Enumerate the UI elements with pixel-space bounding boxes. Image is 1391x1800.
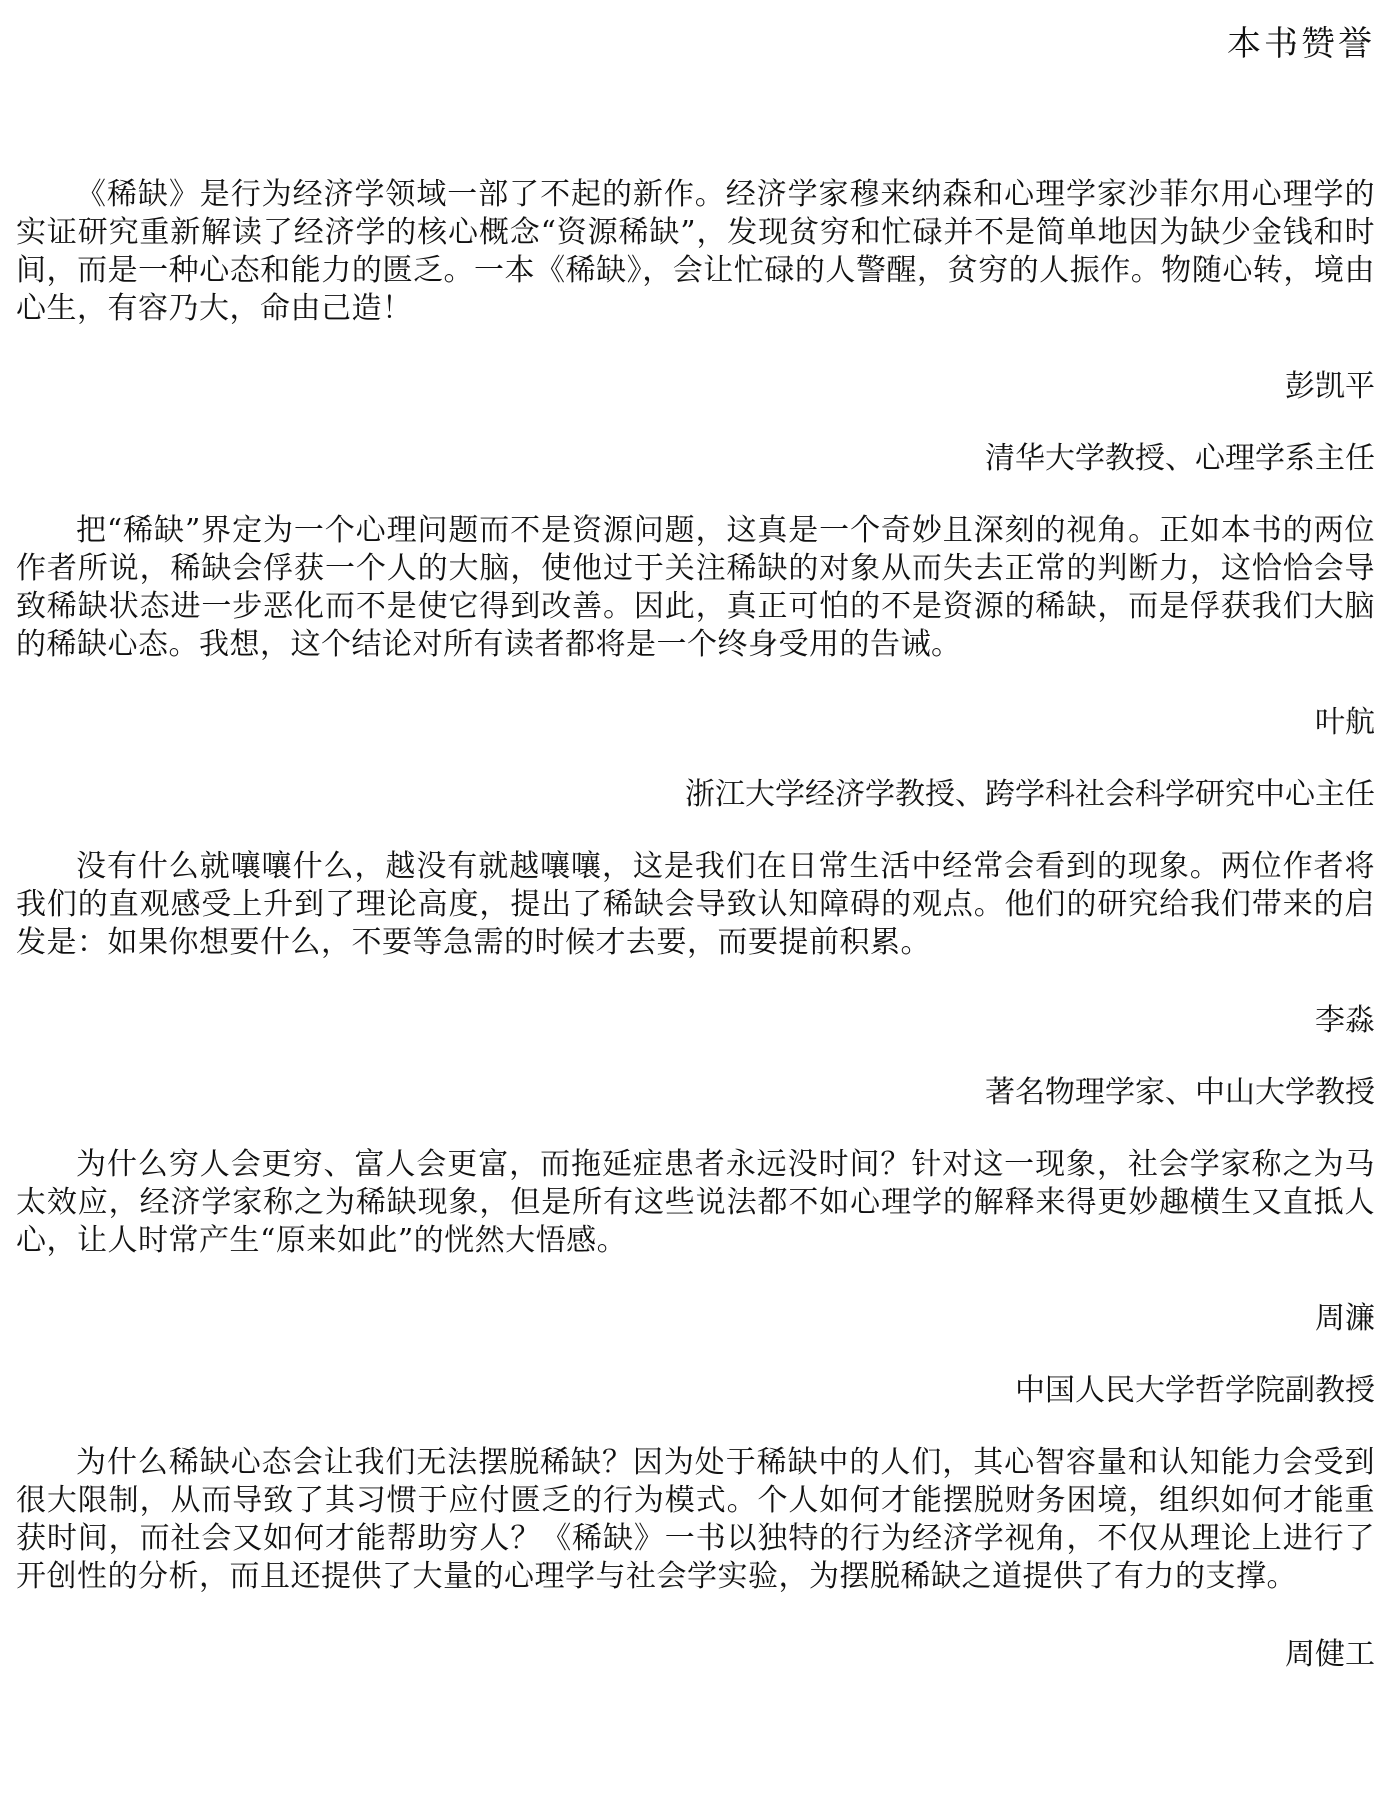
endorsement-text: 把“稀缺”界定为一个心理问题而不是资源问题，这真是一个奇妙且深刻的视角。正如本书的两位作者所说，稀缺会俘获一个人的大脑，使他过于关注稀缺的对象从而失去正常的判断力，这恰恰会导致稀缺状态进一步恶化而不是使它得到改善。因此，真正可怕的不是资源的稀缺，而是俘获我们大脑的稀缺心态。我想，这个结论对所有读者都将是一个终身受用的告诫。 [16, 513, 1375, 662]
endorser-name: 李淼 [1315, 1003, 1375, 1038]
page-title: 本书赞誉 [1227, 24, 1375, 64]
endorser-name: 叶航 [1315, 705, 1375, 740]
endorser-title: 浙江大学经济学教授、跨学科社会科学研究中心主任 [685, 777, 1375, 812]
endorsement-text: 《稀缺》是行为经济学领域一部了不起的新作。经济学家穆来纳森和心理学家沙菲尔用心理学的实证研究重新解读了经济学的核心概念“资源稀缺”，发现贫穷和忙碌并不是简单地因为缺少金钱和时间，而是一种心态和能力的匮乏。一本《稀缺》，会让忙碌的人警醒，贫穷的人振作。物随心转，境由心生，有容乃大，命由己造！ [16, 177, 1375, 326]
endorser-title: 中国人民大学哲学院副教授 [1015, 1373, 1375, 1408]
endorser-name: 彭凯平 [1285, 369, 1375, 404]
endorsement-4 [16, 1146, 1375, 1410]
endorser-name: 周健工 [1285, 1637, 1375, 1672]
endorsement-1 [16, 176, 1375, 478]
endorsement-3 [16, 848, 1375, 1112]
endorser-title: 著名物理学家、中山大学教授 [985, 1075, 1375, 1110]
endorsement-5 [16, 1444, 1375, 1674]
endorsement-2 [16, 512, 1375, 814]
endorsement-text: 为什么穷人会更穷、富人会更富，而拖延症患者永远没时间？针对这一现象，社会学家称之为马太效应，经济学家称之为稀缺现象，但是所有这些说法都不如心理学的解释来得更妙趣横生又直抵人心，让人时常产生“原来如此”的恍然大悟感。 [16, 1147, 1375, 1258]
endorser-title: 清华大学教授、心理学系主任 [985, 441, 1375, 476]
endorsement-text: 没有什么就嚷嚷什么，越没有就越嚷嚷，这是我们在日常生活中经常会看到的现象。两位作者将我们的直观感受上升到了理论高度，提出了稀缺会导致认知障碍的观点。他们的研究给我们带来的启发是：如果你想要什么，不要等急需的时候才去要，而要提前积累。 [16, 849, 1375, 960]
endorser-name: 周濂 [1315, 1301, 1375, 1336]
endorsement-text: 为什么稀缺心态会让我们无法摆脱稀缺？因为处于稀缺中的人们，其心智容量和认知能力会受到很大限制，从而导致了其习惯于应付匮乏的行为模式。个人如何才能摆脱财务困境，组织如何才能重获时间，而社会又如何才能帮助穷人？《稀缺》一书以独特的行为经济学视角，不仅从理论上进行了开创性的分析，而且还提供了大量的心理学与社会学实验，为摆脱稀缺之道提供了有力的支撑。 [16, 1445, 1375, 1594]
